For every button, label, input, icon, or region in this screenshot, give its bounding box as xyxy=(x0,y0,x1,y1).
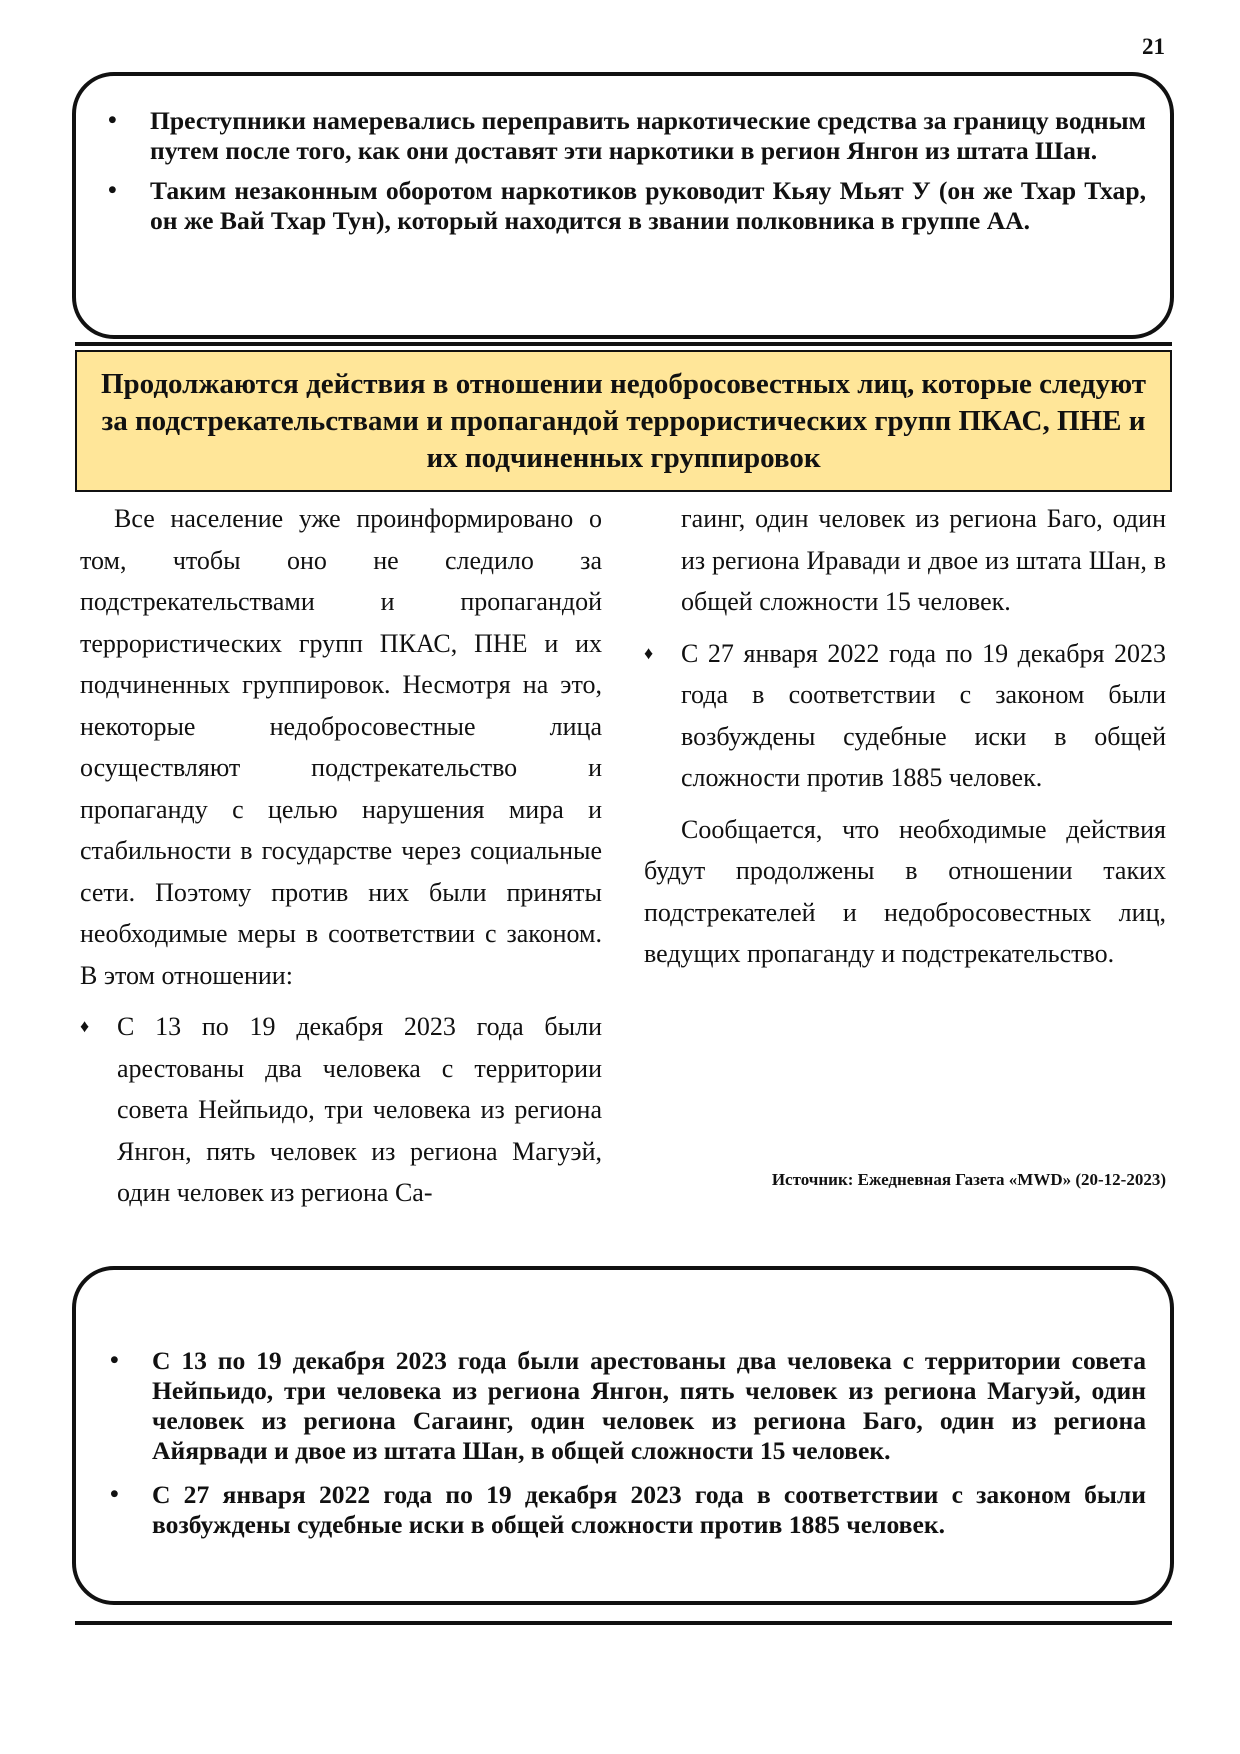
article-bullet-text: С 27 января 2022 года по 19 декабря 2023 года в соответствии с законом были возбуждены судебные иски в общей сложности против 1885 человек. xyxy=(681,638,1166,792)
summary-item: • С 27 января 2022 года по 19 декабря 2023 года в соответствии с законом были возбуждены судебные иски в общей сложности против 1885 человек. xyxy=(94,1480,1146,1540)
summary-item: • С 13 по 19 декабря 2023 года были арестованы два человека с территории совета Нейпьидо, три человека из региона Янгон, пять человек из региона Магуэй, один человек из региона Сагаинг, один человек из региона Баго, один из региона Айярвади и двое из штата Шан, в общей сложности 15 человек. xyxy=(94,1346,1146,1466)
diamond-bullet-icon: ♦ xyxy=(80,1016,90,1036)
divider-line xyxy=(75,342,1172,346)
article-intro-paragraph: Все население уже проинформировано о том, чтобы оно не следило за подстрекательствами и пропагандой террористических групп ПКАС, ПНЕ и их подчиненных группировок. Несмотря на это, некоторые недобросовестные лица осуществляют подстрекательство и пропаганду с целью нарушения мира и стабильности в государстве через социальные сети. Поэтому против них были приняты необходимые меры в соответствии с законом. В этом отношении: xyxy=(80,504,602,990)
summary-box-bottom xyxy=(72,1266,1174,1605)
article-column-right xyxy=(644,498,1166,975)
divider-line xyxy=(75,1621,1172,1625)
source-citation: Источник: Ежедневная Газета «MWD» (20-12-2023) xyxy=(771,1170,1166,1189)
article-column-left xyxy=(80,498,602,1214)
article-bullet-item xyxy=(80,1006,602,1214)
summary-box-top xyxy=(72,72,1174,339)
summary-item: • Таким незаконным оборотом наркотиков руководит Кьяу Мьят У (он же Тхар Тхар, он же Вай Тхар Тун), который находится в звании полковника в группе АА. xyxy=(92,176,1146,236)
summary-list-top xyxy=(92,106,1146,236)
headline-title: Продолжаются действия в отношении недобросовестных лиц, которые следуют за подстрекательствами и пропагандой террористических групп ПКАС, ПНЕ и их подчиненных группировок xyxy=(101,367,1146,474)
summary-list-bottom xyxy=(94,1346,1146,1540)
article-closing-paragraph: Сообщается, что необходимые действия будут продолжены в отношении таких подстрекателей и недобросовестных лиц, ведущих пропаганду и подстрекательство. xyxy=(644,814,1166,968)
article-bullet-continuation: гаинг, один человек из региона Баго, один из региона Иравади и двое из штата Шан, в общей сложности 15 человек. xyxy=(681,504,1166,616)
page-number: 21 xyxy=(1142,34,1165,59)
article-bullet-text: С 13 по 19 декабря 2023 года были арестованы два человека с территории совета Нейпьидо, три человека из региона Янгон, пять человек из региона Магуэй, один человек из региона Са- xyxy=(117,1012,602,1207)
article-bullet-item xyxy=(644,633,1166,799)
diamond-bullet-icon: ♦ xyxy=(644,642,654,663)
summary-item: • Преступники намеревались переправить наркотические средства за границу водным путем после того, как они доставят эти наркотики в регион Янгон из штата Шан. xyxy=(92,106,1146,166)
headline-banner xyxy=(75,350,1172,492)
